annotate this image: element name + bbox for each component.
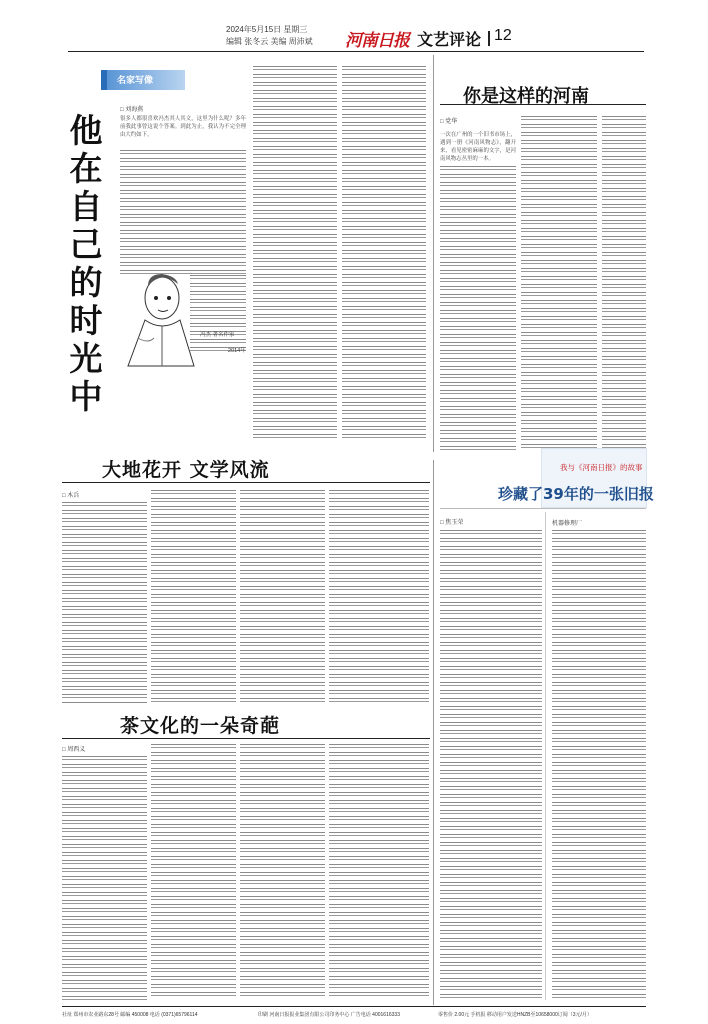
art2-body-col1 (440, 166, 516, 452)
feature-body-col1 (440, 530, 542, 1000)
column-tag-label: 名家写像 (117, 75, 154, 85)
portrait-sketch (118, 268, 200, 368)
page-number: 12 (494, 27, 512, 44)
art3-title-rule (62, 482, 430, 483)
feature-author: □ 焦玉荣 (440, 520, 464, 526)
footer-print: 印刷 河南日报报业集团有限公司印务中心 广告电话 4001616333 (258, 1012, 400, 1018)
art4-body-col1 (62, 756, 147, 1000)
feature-title: 珍藏了39年的一张旧报 (498, 485, 654, 503)
feature-series: 我与《河南日报》的故事 (560, 463, 643, 472)
art4-body-col2 (151, 744, 236, 1000)
portrait-year: 2014年 (228, 348, 246, 354)
header-divider (488, 31, 490, 46)
footer-price: 零售价 2.00元 手机报 移动用户发送HNZB至10658000订阅（3元/月） (438, 1012, 592, 1018)
art3-body-col1 (62, 502, 147, 705)
section-name: 文艺评论 (417, 32, 482, 49)
feature-side-title: 机器修理厂 (552, 521, 583, 527)
art1-body-col3 (342, 66, 426, 441)
feature-title-rule (440, 508, 646, 509)
art3-body-col2 (151, 490, 236, 705)
art1-lead: 很多人都很喜欢冯杰其人其文，这里为什么呢？多年前我此事曾这说个答案。到此为止，我认为不完全理由大约如下。 (120, 116, 246, 139)
art1-title-line: 自己 (69, 187, 103, 264)
art3-title: 大地花开 文学风流 (102, 459, 270, 481)
footer-rule (62, 1006, 646, 1007)
art1-title-line: 光中 (69, 339, 103, 416)
art4-body-col3 (240, 744, 325, 1000)
art3-author: □ 木兵 (62, 493, 80, 499)
art4-title-rule (62, 738, 430, 739)
art1-body-col2 (253, 66, 337, 441)
col-divider-1 (433, 55, 434, 452)
art2-title-rule (440, 104, 646, 105)
art1-title-line: 的时 (69, 263, 103, 340)
issue-date: 2024年5月15日 星期三 (226, 25, 308, 34)
art2-title: 你是这样的河南 (463, 86, 589, 107)
art1-body-col1 (120, 150, 246, 275)
col-divider-2 (433, 460, 434, 1005)
art1-title-line: 他在 (69, 111, 103, 188)
feature-body-col2 (552, 530, 646, 1000)
portrait-caption: 冯杰 著名作家 (200, 332, 235, 338)
art1-author: □ 刘海燕 (120, 107, 144, 113)
newspaper-logo: 河南日报 (345, 31, 409, 51)
art3-body-col4 (329, 490, 429, 705)
art4-body-col4 (329, 744, 429, 1000)
art3-body-col3 (240, 490, 325, 705)
art2-lead: 一次在广州的一个旧书市场上，遇到一册《河南风物志》，翻开来，看见密密麻麻的文字，是河南风物志丛里的一本。 (440, 132, 516, 163)
art2-author: □ 党华 (440, 119, 458, 125)
art1-title (60, 112, 112, 416)
art2-body-col2 (521, 116, 597, 452)
art4-title: 茶文化的一朵奇葩 (120, 715, 281, 737)
column-tag (101, 70, 185, 90)
art4-author: □ 周西义 (62, 747, 86, 753)
footer-address: 社址 郑州市农业路东28号 邮编 450008 电话 (0371)65796114 (62, 1012, 198, 1018)
editor-credit: 编辑 张冬云 美编 周沛斌 (226, 37, 313, 46)
art2-body-col3 (602, 116, 646, 452)
header-rule (68, 51, 644, 52)
